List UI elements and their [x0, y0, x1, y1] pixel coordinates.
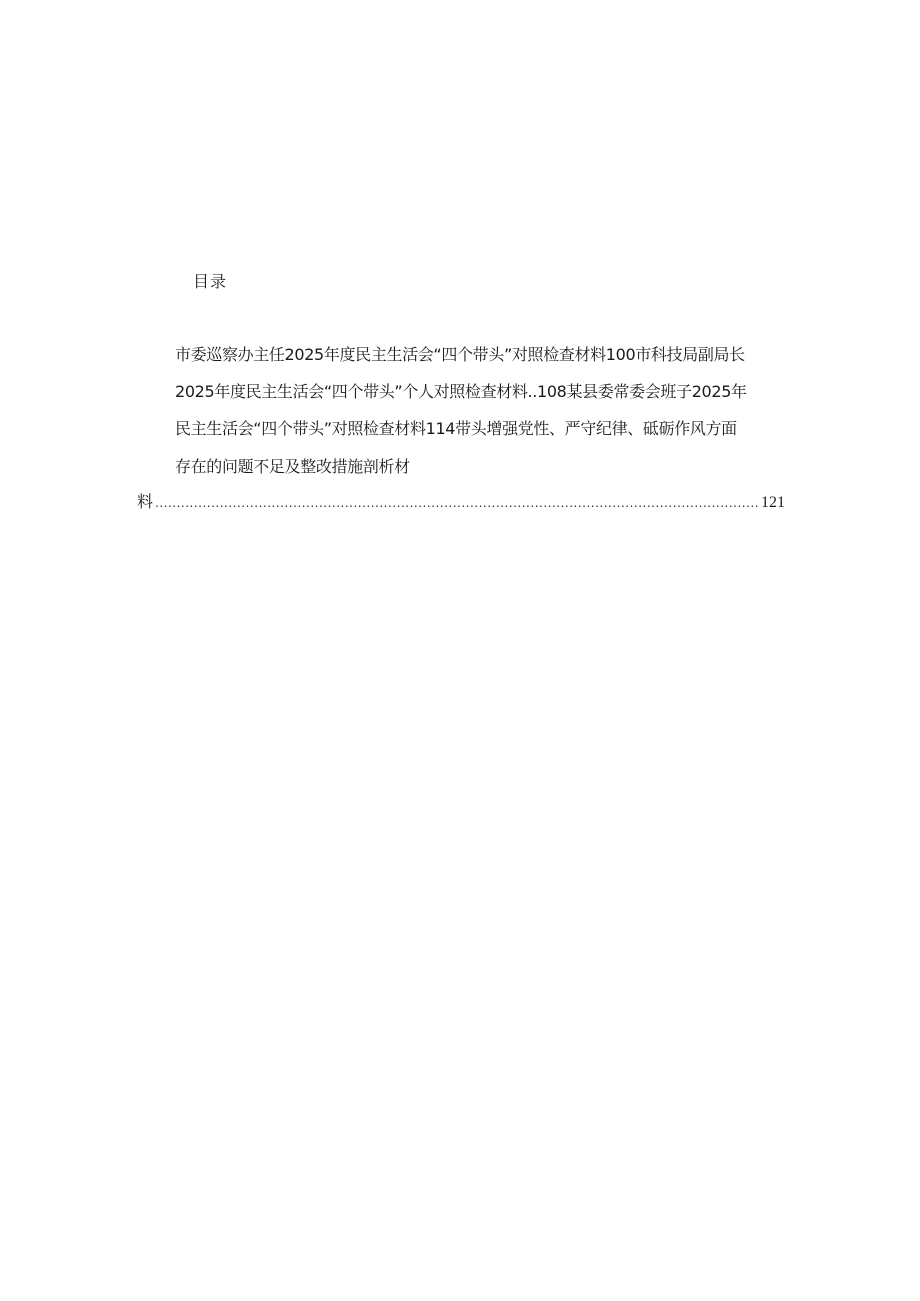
toc-line[interactable]: 民主生活会“四个带头”对照检查材料114带头增强党性、严守纪律、砥砺作风方面 [175, 419, 737, 438]
toc-title: 目录 [193, 272, 228, 291]
toc-entry-text: 料 [137, 492, 154, 511]
toc-line[interactable]: 市委巡察办主任2025年度民主生活会“四个带头”对照检查材料100市科技局副局长 [175, 345, 745, 364]
toc-line[interactable]: 2025年度民主生活会“四个带头”个人对照检查材料..108某县委常委会班子2025年 [175, 382, 747, 401]
toc-dot-leader [155, 491, 759, 515]
toc-entry-last[interactable] [137, 490, 785, 515]
toc-page-number: 121 [761, 494, 785, 511]
toc-line[interactable]: 存在的问题不足及整改措施剖析材 [175, 457, 410, 476]
